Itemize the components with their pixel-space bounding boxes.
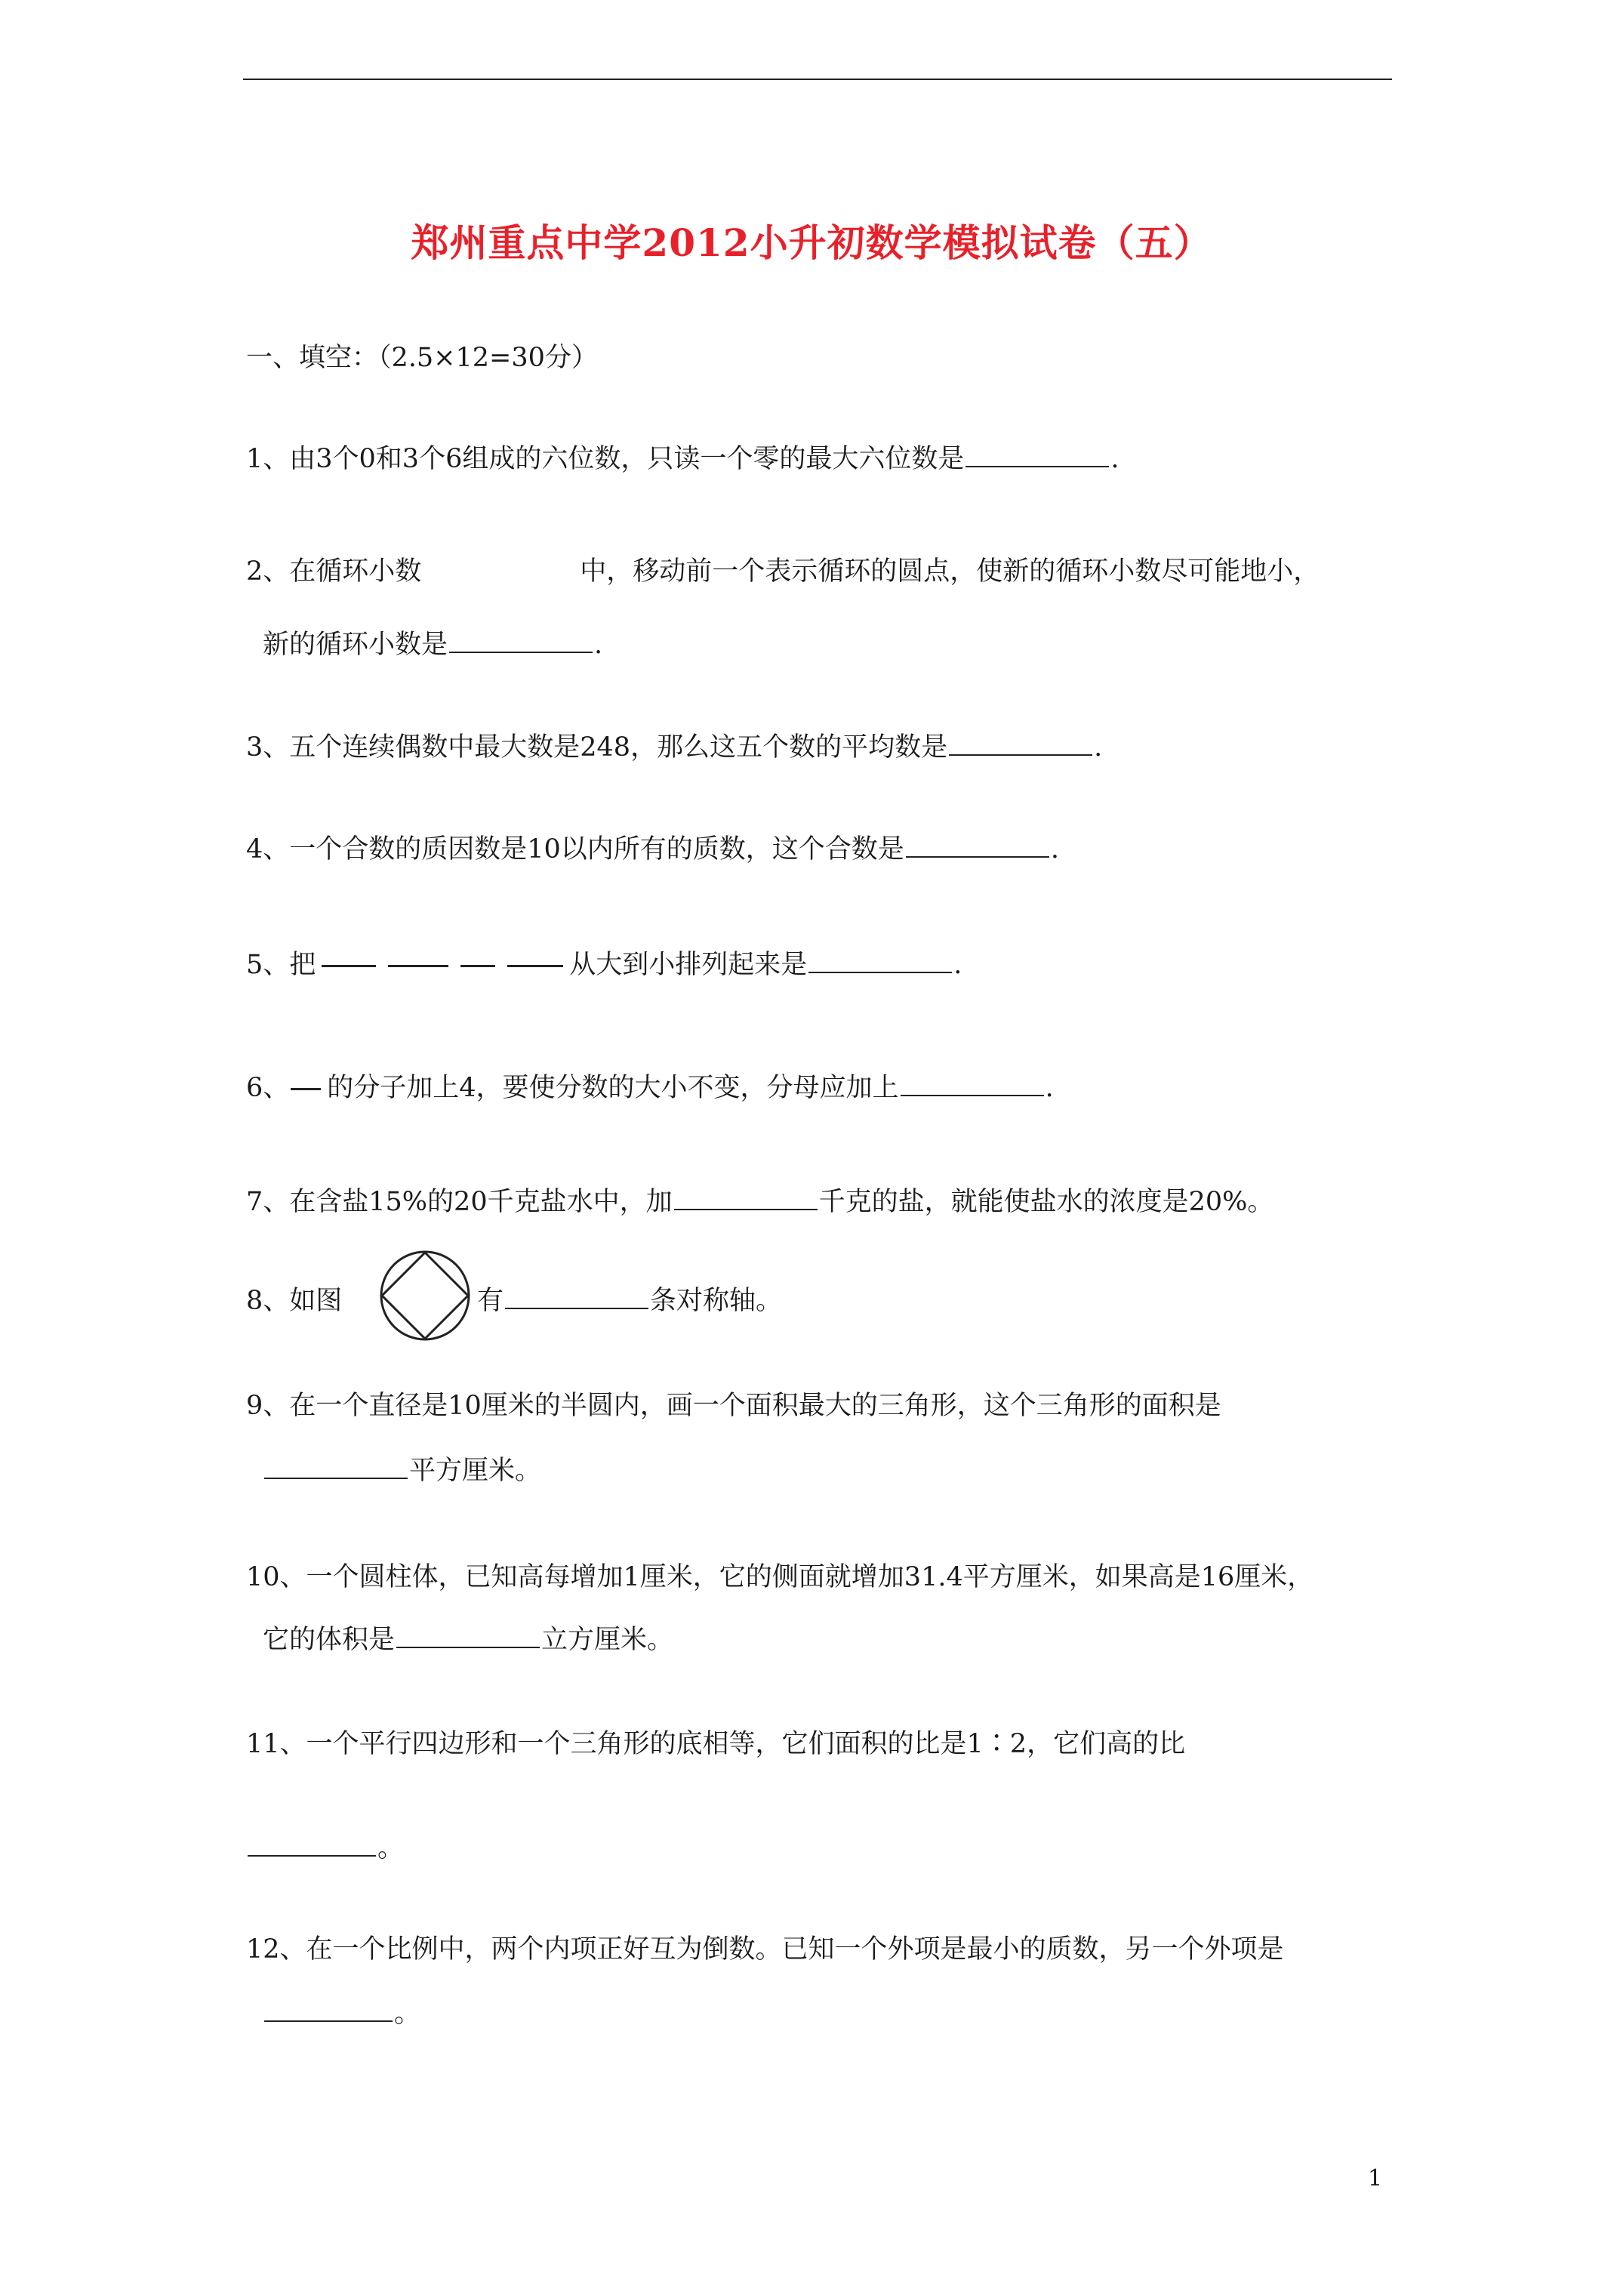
question-9-cont	[263, 1454, 541, 1487]
question-10: 10、一个圆柱体，已知高每增加1厘米，它的侧面就增加31.4平方厘米，如果高是16厘米，	[246, 1562, 1314, 1592]
question-6-text-a: 6、	[246, 1073, 290, 1103]
question-3-period: .	[1094, 732, 1103, 763]
question-5-period: .	[953, 950, 962, 980]
question-6-period: .	[1045, 1073, 1054, 1103]
question-4-period: .	[1050, 834, 1059, 864]
question-2-period: .	[594, 630, 603, 660]
question-11-cont	[246, 1832, 404, 1865]
page-number: 1	[1368, 2165, 1383, 2192]
question-12-end: 。	[394, 1999, 421, 2029]
question-2-cont	[263, 628, 602, 661]
question-7-text-b: 千克的盐，就能使盐水的浓度是20%。	[818, 1187, 1274, 1217]
answer-blank-11[interactable]	[248, 1832, 376, 1857]
answer-blank-2[interactable]	[449, 629, 593, 653]
question-5-text-a: 5、把	[246, 950, 316, 980]
header-rule	[243, 79, 1392, 80]
question-2-text-c: 新的循环小数是	[263, 630, 448, 660]
question-8-label: 8、如图	[246, 1286, 343, 1316]
fraction-bar-4	[507, 965, 563, 967]
question-8-text-c: 条对称轴。	[650, 1286, 783, 1316]
answer-blank-6[interactable]	[901, 1072, 1044, 1096]
question-7-text-a: 7、在含盐15%的20千克盐水中，加	[246, 1187, 673, 1217]
answer-blank-3[interactable]	[949, 732, 1092, 756]
question-3-text: 3、五个连续偶数中最大数是248，那么这五个数的平均数是	[246, 732, 948, 763]
question-10-cont	[263, 1623, 673, 1657]
question-4	[246, 833, 1059, 866]
answer-blank-7[interactable]	[674, 1186, 818, 1210]
answer-blank-8[interactable]	[505, 1285, 648, 1309]
question-11: 11、一个平行四边形和一个三角形的底相等，它们面积的比是1∶2，它们高的比	[246, 1729, 1186, 1759]
answer-blank-10[interactable]	[396, 1624, 540, 1648]
question-5	[246, 948, 962, 982]
question-1-text: 1、由3个0和3个6组成的六位数，只读一个零的最大六位数是	[246, 444, 965, 474]
question-10-text-b: 它的体积是	[263, 1625, 396, 1655]
fraction-bar-2	[388, 965, 448, 967]
section-heading: 一、填空：（2.5×12=30分）	[246, 343, 598, 373]
question-2-text-b: 中，移动前一个表示循环的圆点，使新的循环小数尽可能地小，	[580, 556, 1320, 587]
answer-blank-1[interactable]	[965, 443, 1109, 467]
question-4-text: 4、一个合数的质因数是10以内所有的质数，这个合数是	[246, 834, 904, 864]
question-12-cont	[263, 1997, 420, 2030]
question-10-text-c: 立方厘米。	[541, 1625, 674, 1655]
question-2	[246, 555, 1320, 588]
fraction-bar-3	[460, 965, 495, 967]
question-2-text-a: 2、在循环小数	[246, 556, 422, 587]
question-9: 9、在一个直径是10厘米的半圆内，画一个面积最大的三角形，这个三角形的面积是	[246, 1391, 1221, 1421]
question-11-end: 。	[377, 1833, 405, 1863]
answer-blank-4[interactable]	[906, 834, 1049, 858]
question-3	[246, 731, 1102, 764]
question-9-text-b: 平方厘米。	[409, 1456, 542, 1486]
answer-blank-12[interactable]	[264, 1998, 393, 2022]
question-1-period: .	[1110, 444, 1119, 474]
page-title: 郑州重点中学2012小升初数学模拟试卷（五）	[411, 220, 1212, 265]
question-5-text-b: 从大到小排列起来是	[569, 950, 808, 980]
question-6	[246, 1071, 1054, 1105]
question-1	[246, 442, 1119, 476]
question-8-text-b: 有	[477, 1286, 504, 1316]
question-12: 12、在一个比例中，两个内项正好互为倒数。已知一个外项是最小的质数，另一个外项是	[246, 1934, 1284, 1965]
question-7	[246, 1185, 1273, 1219]
fraction-bar-1	[322, 965, 376, 967]
circle-square-figure	[379, 1250, 471, 1342]
question-8	[477, 1284, 782, 1318]
answer-blank-9[interactable]	[264, 1455, 408, 1479]
answer-blank-5[interactable]	[808, 949, 952, 973]
fraction-bar-q6	[291, 1088, 321, 1090]
question-6-text-b: 的分子加上4，要使分数的大小不变，分母应加上	[327, 1073, 899, 1103]
